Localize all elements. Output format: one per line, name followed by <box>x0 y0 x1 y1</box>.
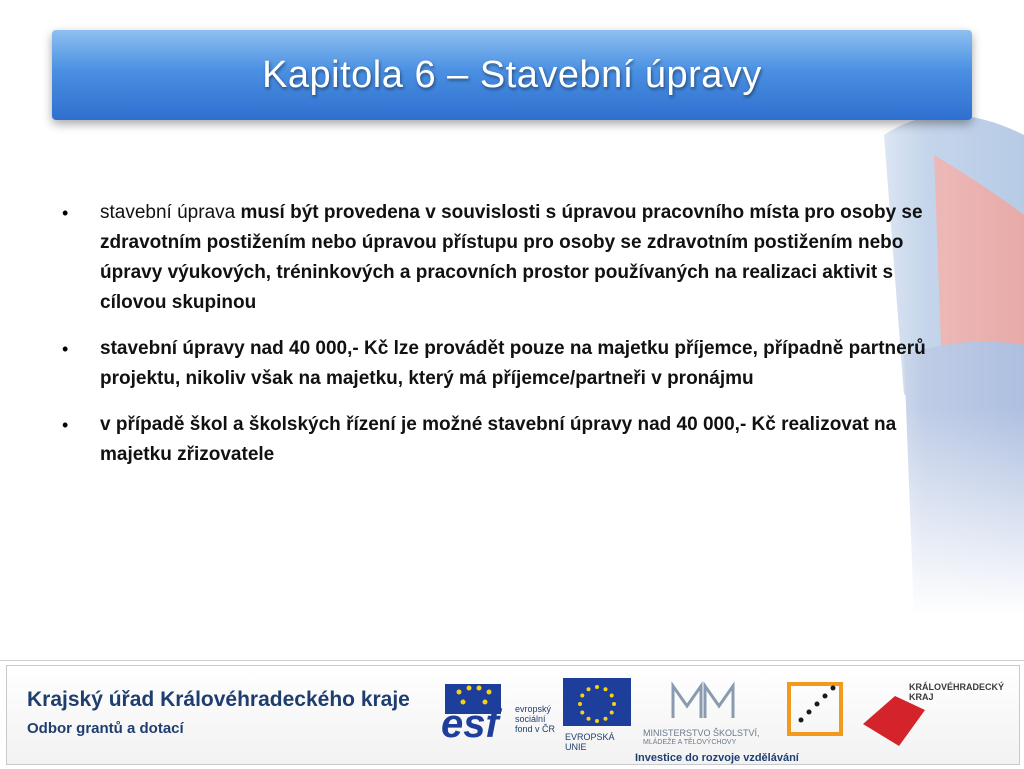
title-bar <box>52 30 972 120</box>
education-investment-icon <box>783 676 849 742</box>
region-logo <box>859 674 1009 754</box>
eu-caption: EVROPSKÁ UNIE <box>565 732 615 752</box>
footer-logo-bar <box>0 660 1024 769</box>
org-name: Krajský úřad Královéhradeckého kraje <box>27 688 410 711</box>
investment-slogan: Investice do rozvoje vzdělávání <box>635 752 799 764</box>
bullet-marker: • <box>62 339 69 359</box>
bullet-body-text: stavební úpravy nad 40 000,- Kč lze provádět pouze na majetku příjemce, případně partnerů projektu, nikoliv však na majetku, který má příjemce/partneři v pronájmu <box>100 338 926 389</box>
region-caption: KRÁLOVÉHRADECKÝ KRAJ <box>909 682 1005 702</box>
bullet-body-text: musí být provedena v souvislosti s úpravou pracovního místa pro osoby se zdravotním postižením nebo úpravou přístupu pro osoby se zdravotním postižením nebo úpravy výukových, tréninkových a pracovních prostor používaných na realizaci aktivit s cílovou skupinou <box>100 202 923 313</box>
investment-logo <box>783 676 853 746</box>
eu-flag-icon <box>563 678 631 726</box>
esf-caption: evropský sociální fond v ČR <box>515 704 556 734</box>
bullet-item-1 <box>62 198 962 318</box>
bullet-item-2 <box>62 334 962 394</box>
org-department: Odbor grantů a dotací <box>27 720 184 737</box>
msmt-monogram-icon <box>669 678 739 724</box>
msmt-logo <box>639 678 779 750</box>
bullet-marker: • <box>62 203 69 223</box>
esf-wordmark: esf <box>441 702 499 746</box>
esf-logo <box>439 678 559 750</box>
bullet-lead-text: stavební úprava <box>100 202 241 223</box>
msmt-caption: MINISTERSTVO ŠKOLSTVÍ, MLÁDEŽE A TĚLOVÝCHOVY <box>643 728 760 746</box>
eu-logo <box>563 678 635 750</box>
bullet-body-text: v případě škol a školských řízení je možné stavební úpravy nad 40 000,- Kč realizovat na majetku zřizovatele <box>100 414 897 465</box>
slide-title: Kapitola 6 – Stavební úpravy <box>262 53 762 96</box>
bullet-item-3 <box>62 410 962 470</box>
bullet-marker: • <box>62 415 69 435</box>
bullet-list <box>62 198 962 486</box>
footer-box <box>6 665 1020 765</box>
